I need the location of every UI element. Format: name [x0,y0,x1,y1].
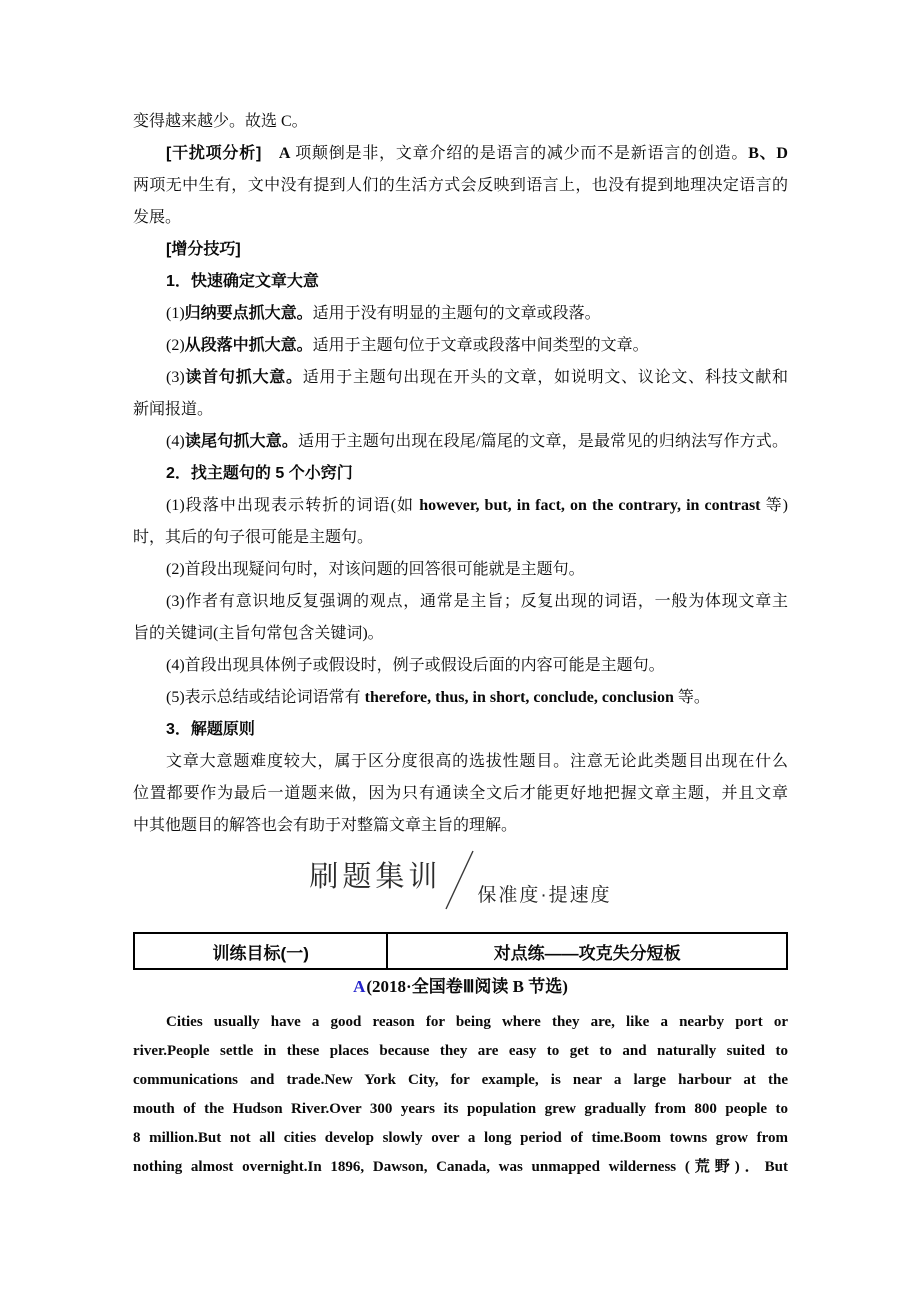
text-line [133,170,788,202]
text-segment: 2．找主题句的 5 个小窍门 [166,465,353,482]
passage-lines [133,1008,788,1182]
text-segment: however, but, in fact, on the contrary, in contrast [419,497,761,514]
text-segment: 文章大意题难度较大，属于区分度很高的选拔性题目。注意无论此类题目出现在什么 [166,753,788,770]
text-line [133,1066,788,1095]
text-segment: nothing almost overnight.In 1896, Dawson, Canada, was unmapped wilderness (荒野)．But [133,1159,788,1175]
text-segment: 项颠倒是非，文章介绍的是语言的减少而不是新语言的创造。 [290,145,749,162]
text-segment: (1) [166,305,185,322]
table-cell-targeted-practice: 对点练——攻克失分短板 [387,933,787,969]
text-line [133,1124,788,1153]
banner-slash-icon [442,848,476,912]
text-line [133,618,788,650]
text-line [133,202,788,234]
text-segment: 中其他题目的解答也会有助于对整篇文章主旨的理解。 [133,817,518,834]
text-segment: (2) [166,337,185,354]
text-segment: mouth of the Hudson River.Over 300 years its population grew gradually from 800 people to [133,1101,788,1117]
text-segment: (3)作者有意识地反复强调的观点，通常是主旨；反复出现的词语，一般为体现文章主 [166,593,788,610]
text-segment: (1)段落中出现表示转折的词语(如 [166,497,420,514]
text-segment: (5)表示总结或结论词语常有 [166,689,365,706]
text-segment: river.People settle in these places because they are easy to get to and naturally suited to [133,1043,788,1059]
text-segment: 旨的关键词(主旨句常包含关键词)。 [133,625,384,642]
text-segment: (4) [166,433,185,450]
text-segment: 位置都要作为最后一道题来做，因为只有通读全文后才能更好地把握文章主题，并且文章 [133,785,788,802]
passage-label-a: A [353,977,366,996]
text-segment: 适用于主题句出现在段尾/篇尾的文章，是最常见的归纳法写作方式。 [298,433,788,450]
text-segment: 新闻报道。 [133,401,214,418]
text-segment [261,145,279,162]
document-content [133,0,788,1182]
banner-title: 刷题集训 [309,861,442,893]
text-line [133,682,788,714]
text-segment: 等) [760,497,788,514]
text-line [133,746,788,778]
text-segment: 读首句抓大意。 [184,369,303,386]
text-segment: therefore, thus, in short, conclude, conclusion [364,689,674,706]
text-line [133,458,788,490]
text-line [133,394,788,426]
text-line [133,650,788,682]
text-line [133,810,788,842]
text-segment: 适用于主题句位于文章或段落中间类型的文章。 [312,337,649,354]
text-line [133,138,788,170]
text-segment: 适用于主题句出现在开头的文章，如说明文、议论文、科技文献和 [302,369,788,386]
text-line [133,714,788,746]
text-segment: 时，其后的句子很可能是主题句。 [133,529,374,546]
text-segment: B、D [748,145,788,162]
table-cell-training-goal: 训练目标(一) [134,933,387,969]
text-line [133,106,788,138]
text-segment: 1．快速确定文章大意 [166,273,319,290]
text-line [133,586,788,618]
text-segment: 3．解题原则 [166,721,255,738]
analysis-lines [133,106,788,842]
text-segment: Cities usually have a good reason for being where they are, like a nearby port or [166,1014,788,1030]
text-segment: 发展。 [133,209,182,226]
text-line [133,1153,788,1182]
text-line [133,298,788,330]
text-segment: (4)首段出现具体例子或假设时，例子或假设后面的内容可能是主题句。 [166,657,665,674]
passage-source-heading [133,974,788,1000]
text-line [133,426,788,458]
text-line [133,362,788,394]
text-segment: 两项无中生有，文中没有提到人们的生活方式会反映到语言上，也没有提到地理决定语言的 [133,177,788,194]
text-line [133,778,788,810]
text-line [133,1095,788,1124]
text-segment: 变得越来越少。故选 C。 [133,113,308,130]
passage-source-text: (2018·全国卷Ⅲ阅读 B 节选) [366,977,568,996]
text-segment: (2)首段出现疑问句时，对该问题的回答很可能就是主题句。 [166,561,585,578]
text-line [133,490,788,522]
text-segment: communications and trade.New York City, for example, is near a large harbour at the [133,1072,788,1088]
text-segment: (3) [166,369,185,386]
text-segment: 读尾句抓大意。 [184,433,299,450]
text-line [133,1037,788,1066]
text-segment: [干扰项分析] [166,145,262,162]
text-segment: 适用于没有明显的主题句的文章或段落。 [312,305,601,322]
text-line [133,234,788,266]
table-row [134,933,787,969]
text-segment: [增分技巧] [166,241,241,258]
text-segment: 8 million.But not all cities develop slowly over a long period of time.Boom towns grow from [133,1130,788,1146]
training-goal-table [133,932,788,970]
text-segment: A [278,145,291,162]
banner-subtitle: 保准度·提速度 [477,885,612,906]
text-line [133,554,788,586]
text-segment: 归纳要点抓大意。 [184,305,313,322]
text-segment: 从段落中抓大意。 [184,337,313,354]
text-line [133,1008,788,1037]
text-line [133,266,788,298]
brush-training-banner [133,848,788,914]
text-line [133,522,788,554]
text-line [133,330,788,362]
text-segment: 等。 [673,689,710,706]
